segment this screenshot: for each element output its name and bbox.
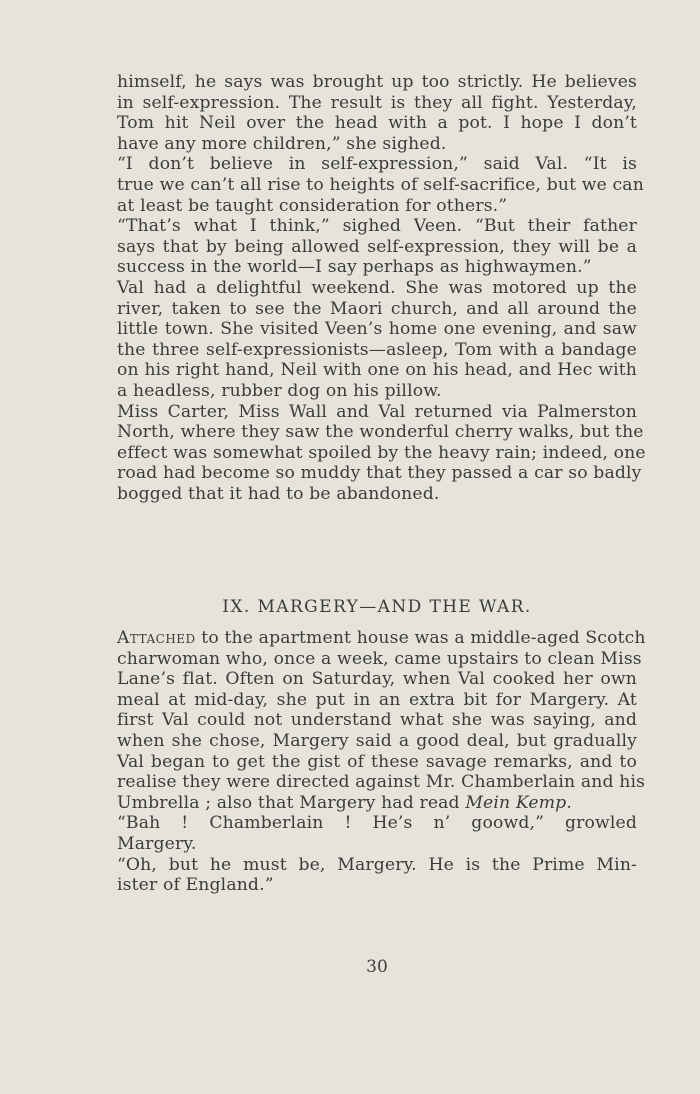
text-line: meal at mid-day, she put in an extra bit for Margery. At	[117, 689, 637, 710]
text-line: a headless, rubber dog on his pillow.	[117, 380, 442, 401]
text-line: North, where they saw the wonderful cherry walks, but the	[117, 422, 644, 443]
text-line: himself, he says was brought up too strictly. He believes	[117, 72, 637, 92]
chapter-heading: IX. MARGERY—AND THE WAR.	[222, 597, 532, 617]
text-line: true we can’t all rise to heights of self-sacrifice, but we can	[117, 174, 644, 195]
text-line: little town. She visited Veen’s home one evening, and saw	[117, 319, 637, 340]
text-line	[117, 628, 646, 649]
text-line: success in the world—I say perhaps as highwaymen.”	[117, 257, 592, 278]
text-line: river, taken to see the Maori church, and all around the	[117, 298, 637, 319]
text-line: in self-expression. The result is they all fight. Yesterday,	[117, 92, 637, 113]
text-line: “I don’t believe in self-expression,” said Val. “It is	[117, 154, 637, 175]
page-number: 30	[366, 957, 388, 977]
top-text-block	[117, 72, 646, 504]
text-fragment: to the apartment house was a middle-aged Scotch	[195, 628, 646, 648]
text-line: the three self-expressionists—asleep, Tom with a bandage	[117, 339, 637, 360]
text-line: realise they were directed against Mr. Chamberlain and his	[117, 772, 646, 793]
text-line	[117, 793, 637, 814]
text-line: road had become so muddy that they passed a car so badly	[117, 463, 642, 484]
text-fragment: .	[566, 792, 572, 813]
text-line: effect was somewhat spoiled by the heavy rain; indeed, one	[117, 442, 646, 463]
text-line: Lane’s flat. Often on Saturday, when Val cooked her own	[117, 669, 637, 690]
text-line: “That’s what I think,” sighed Veen. “But their father	[117, 216, 637, 237]
text-line: Tom hit Neil over the head with a pot. I hope I don’t	[117, 113, 637, 134]
text-line: Margery.	[117, 833, 197, 854]
text-fragment: Umbrella ; also that Margery had read	[117, 792, 466, 813]
text-line: first Val could not understand what she was saying, and	[117, 710, 637, 731]
text-line: ister of England.”	[117, 875, 274, 896]
text-line: charwoman who, once a week, came upstairs to clean Miss	[117, 648, 642, 669]
text-line: bogged that it had to be abandoned.	[117, 483, 440, 504]
text-line: “Oh, but he must be, Margery. He is the Prime Min-	[117, 854, 637, 875]
book-title: Mein Kemp	[465, 792, 567, 813]
text-line: when she chose, Margery said a good deal, but gradually	[117, 730, 637, 751]
text-line: have any more children,” she sighed.	[117, 133, 447, 154]
chapter-text-block	[117, 628, 646, 896]
text-line: says that by being allowed self-expression, they will be a	[117, 236, 637, 257]
text-line: Val had a delightful weekend. She was motored up the	[117, 277, 637, 298]
text-line: on his right hand, Neil with one on his head, and Hec with	[117, 360, 637, 381]
opening-word: Attached	[117, 628, 196, 648]
text-line: “Bah ! Chamberlain ! He’s n’ goowd,” growled	[117, 813, 637, 834]
text-line: Miss Carter, Miss Wall and Val returned via Palmerston	[117, 401, 637, 422]
text-line: at least be taught consideration for others.”	[117, 195, 508, 216]
text-line: Val began to get the gist of these savage remarks, and to	[117, 751, 637, 772]
